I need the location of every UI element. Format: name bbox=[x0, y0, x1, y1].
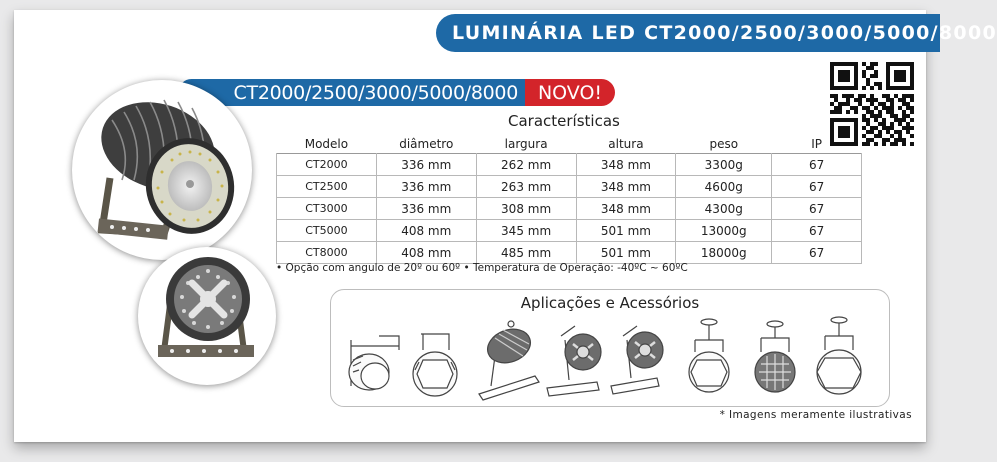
cell-model: CT8000 bbox=[277, 242, 377, 264]
cell-weight: 18000g bbox=[676, 242, 772, 264]
cell-weight: 13000g bbox=[676, 220, 772, 242]
model-label: CT2000/2500/3000/5000/8000 bbox=[233, 81, 518, 104]
cell-width: 263 mm bbox=[476, 176, 576, 198]
table-row bbox=[277, 198, 862, 220]
cell-weight: 3300g bbox=[676, 154, 772, 176]
cell-height: 348 mm bbox=[576, 154, 676, 176]
applications-title: Aplicações e Acessórios bbox=[520, 294, 700, 312]
title-banner bbox=[436, 14, 997, 52]
specs-title: Características bbox=[508, 112, 620, 130]
cell-width: 345 mm bbox=[476, 220, 576, 242]
cell-height: 501 mm bbox=[576, 220, 676, 242]
cell-model: CT3000 bbox=[277, 198, 377, 220]
mounting-accessory-drawings bbox=[339, 316, 879, 402]
cell-diameter: 336 mm bbox=[376, 154, 476, 176]
cell-ip: 67 bbox=[772, 154, 862, 176]
header-width: largura bbox=[504, 136, 548, 151]
page-title: LUMINÁRIA LED CT2000/2500/3000/5000/8000 bbox=[452, 22, 997, 44]
cell-diameter: 336 mm bbox=[376, 176, 476, 198]
table-row bbox=[277, 220, 862, 242]
cell-weight: 4300g bbox=[676, 198, 772, 220]
cell-ip: 67 bbox=[772, 198, 862, 220]
luminaire-photo-front bbox=[72, 80, 252, 260]
cell-diameter: 408 mm bbox=[376, 220, 476, 242]
header-diameter: diâmetro bbox=[399, 136, 454, 151]
new-badge bbox=[525, 79, 615, 106]
cell-height: 348 mm bbox=[576, 176, 676, 198]
cell-ip: 67 bbox=[772, 176, 862, 198]
new-badge-label: NOVO! bbox=[537, 81, 603, 104]
specs-table bbox=[276, 134, 862, 264]
table-row bbox=[277, 176, 862, 198]
cell-model: CT2500 bbox=[277, 176, 377, 198]
header-ip: IP bbox=[811, 136, 822, 151]
specs-footnote: • Opção com angulo de 20º ou 60º • Temperatura de Operação: -40ºC ~ 60ºC bbox=[276, 262, 688, 274]
specs-header-row bbox=[277, 134, 862, 154]
applications-panel bbox=[330, 289, 890, 407]
cell-model: CT5000 bbox=[277, 220, 377, 242]
cell-height: 348 mm bbox=[576, 198, 676, 220]
header-model: Modelo bbox=[304, 136, 349, 151]
luminaire-photo-back bbox=[138, 247, 276, 385]
cell-diameter: 336 mm bbox=[376, 198, 476, 220]
header-height: altura bbox=[608, 136, 644, 151]
cell-weight: 4600g bbox=[676, 176, 772, 198]
header-weight: peso bbox=[709, 136, 739, 151]
cell-width: 262 mm bbox=[476, 154, 576, 176]
table-row bbox=[277, 242, 862, 264]
cell-width: 308 mm bbox=[476, 198, 576, 220]
cell-height: 501 mm bbox=[576, 242, 676, 264]
cell-model: CT2000 bbox=[277, 154, 377, 176]
table-row bbox=[277, 154, 862, 176]
cell-ip: 67 bbox=[772, 220, 862, 242]
illustrative-disclaimer: * Imagens meramente ilustrativas bbox=[719, 409, 912, 421]
cell-ip: 67 bbox=[772, 242, 862, 264]
cell-diameter: 408 mm bbox=[376, 242, 476, 264]
cell-width: 485 mm bbox=[476, 242, 576, 264]
